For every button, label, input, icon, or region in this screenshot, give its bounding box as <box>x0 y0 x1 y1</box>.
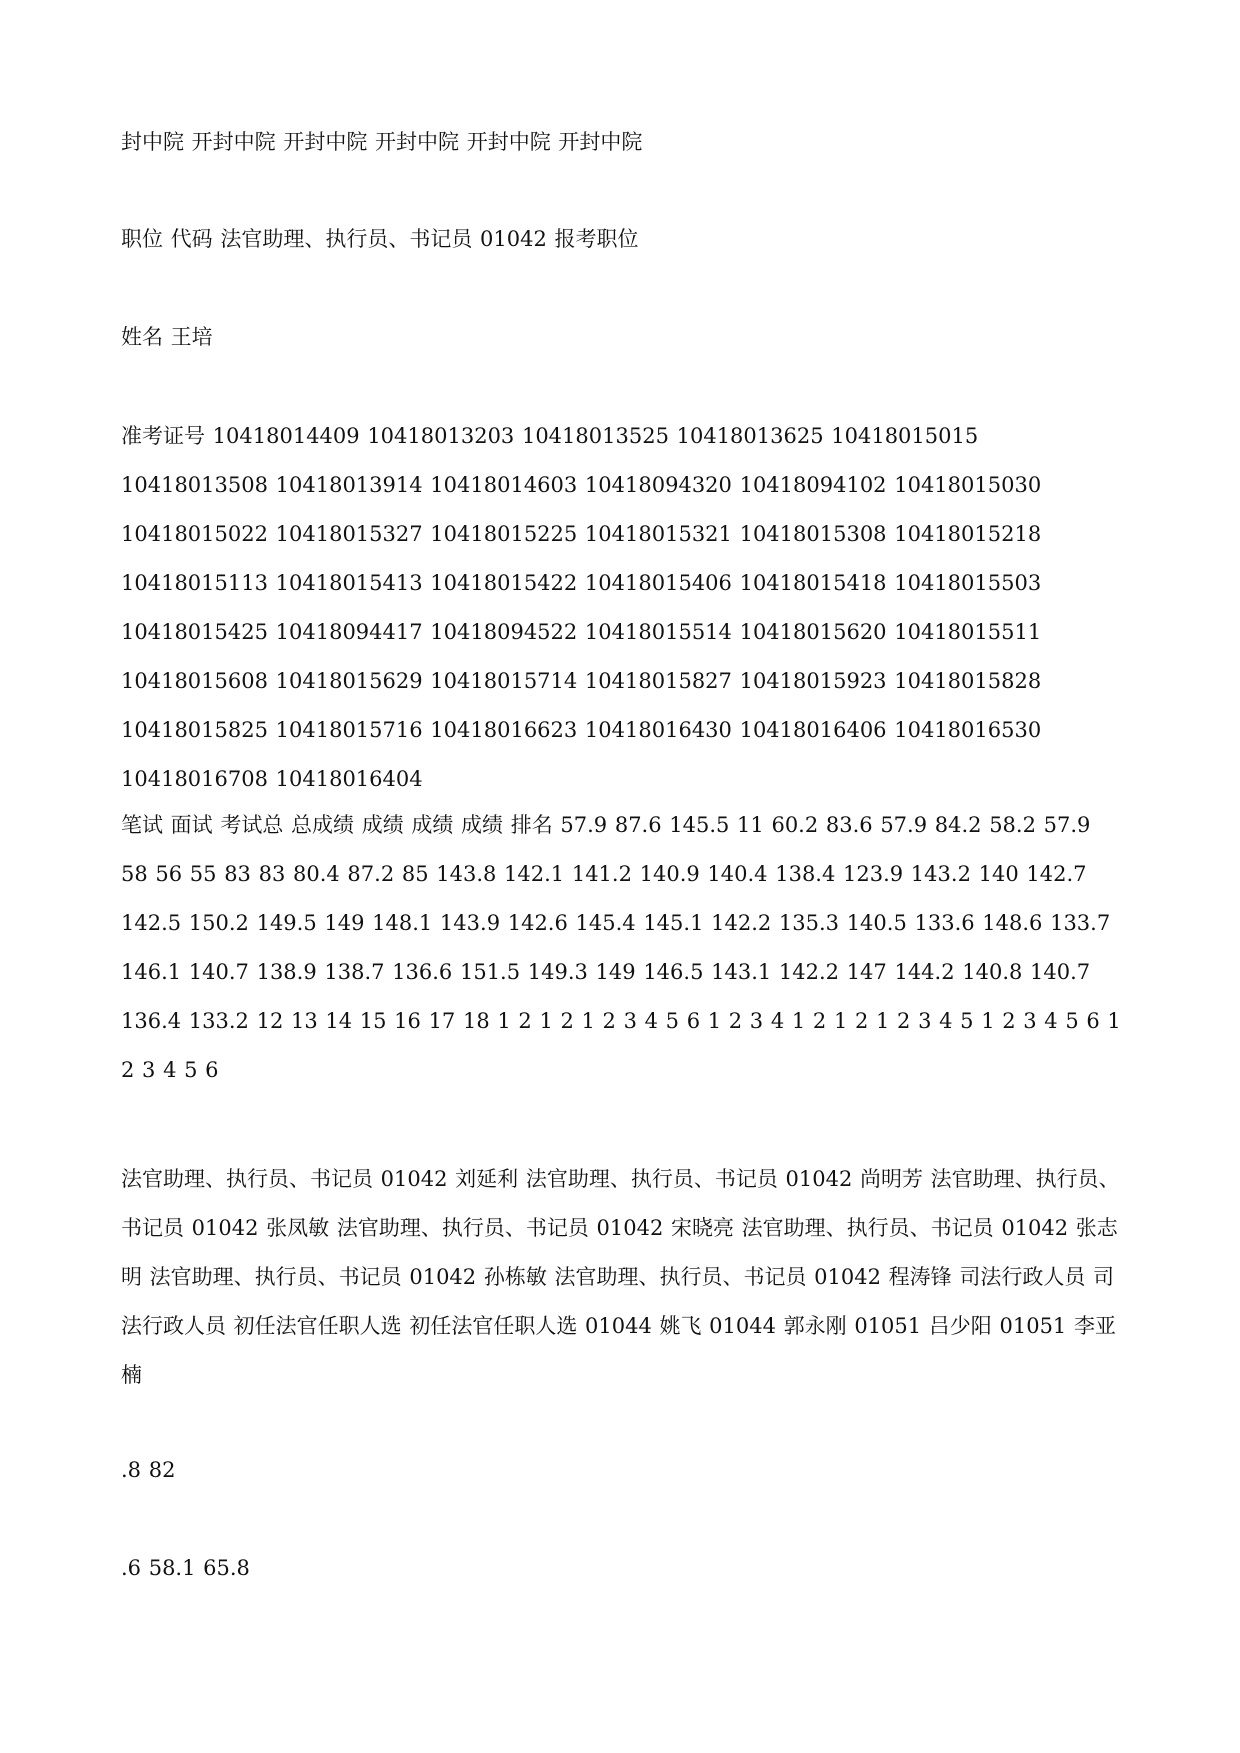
admission-ticket-numbers: 准考证号 10418014409 10418013203 10418013525 10418013625 10418015015 10418013508 10418013914 10418014603 10418094320 10418094102 10418015030 10418015022 10418015327 10418015225 10418015321 10418015308 10418015218 10418015113 10418015413 10418015422 10418015406 10418015418 10418015503 10418015425 10418094417 10418094522 10418015514 10418015620 10418015511 10418015608 10418015629 10418015714 10418015827 10418015923 10418015828 10418015825 10418015716 10418016623 10418016430 10418016406 10418016530 10418016708 10418016404 <box>121 424 1042 791</box>
position-name-list: 法官助理、执行员、书记员 01042 刘延利 法官助理、执行员、书记员 01042 尚明芳 法官助理、执行员、书记员 01042 张凤敏 法官助理、执行员、书记员 01042 宋晓亮 法官助理、执行员、书记员 01042 张志明 法官助理、执行员、书记员 01042 孙栋敏 法官助理、执行员、书记员 01042 程涛锋 司法行政人员 司法行政人员 初任法官任职人选 初任法官任职人选 01044 姚飞 01044 郭永刚 01051 吕少阳 01051 李亚楠 <box>121 1167 1120 1387</box>
name-line: 姓名 王培 <box>121 325 213 349</box>
court-header-line: 封中院 开封中院 开封中院 开封中院 开封中院 开封中院 <box>121 130 643 154</box>
score-ranking-values: 笔试 面试 考试总 总成绩 成绩 成绩 成绩 排名 57.9 87.6 145.5 11 60.2 83.6 57.9 84.2 58.2 57.9 58 56 55 83 83 80.4 87.2 85 143.8 142.1 141.2 140.9 140.4 138.4 123.9 143.2 140 142.7 142.5 150.2 149.5 149 148.1 143.9 142.6 145.4 145.1 142.2 135.3 140.5 133.6 148.6 133.7 146.1 140.7 138.9 138.7 136.6 151.5 149.3 149 146.5 143.1 142.2 147 144.2 140.8 140.7 136.4 133.2 12 13 14 15 16 17 18 1 2 1 2 1 2 3 4 5 6 1 2 3 4 1 2 1 2 1 2 3 4 5 1 2 3 4 5 6 1 2 3 4 5 6 <box>121 813 1121 1082</box>
score-fragment-2: .6 58.1 65.8 <box>121 1556 250 1580</box>
score-fragment-1: .8 82 <box>121 1458 176 1482</box>
position-code-line: 职位 代码 法官助理、执行员、书记员 01042 报考职位 <box>121 227 639 251</box>
